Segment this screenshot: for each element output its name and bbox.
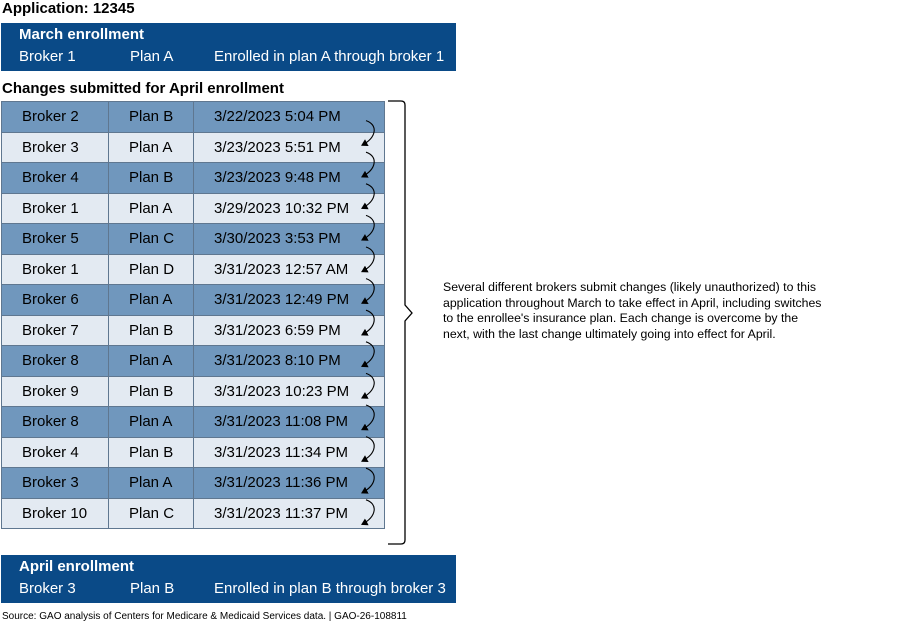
row-broker: Broker 10: [2, 498, 109, 529]
table-row: [2, 498, 385, 529]
table-row: [2, 346, 385, 377]
row-broker: Broker 8: [2, 407, 109, 438]
row-datetime: 3/31/2023 11:36 PM: [194, 468, 385, 499]
table-row: [2, 132, 385, 163]
march-enrollment-box: [1, 23, 456, 71]
row-broker: Broker 6: [2, 285, 109, 316]
application-title: Application: 12345: [2, 0, 135, 17]
april-broker: Broker 3: [19, 580, 76, 597]
table-row: [2, 376, 385, 407]
row-plan: Plan A: [109, 285, 194, 316]
row-plan: Plan B: [109, 315, 194, 346]
row-datetime: 3/29/2023 10:32 PM: [194, 193, 385, 224]
april-description: Enrolled in plan B through broker 3: [214, 580, 446, 597]
row-plan: Plan D: [109, 254, 194, 285]
row-plan: Plan B: [109, 376, 194, 407]
table-row: [2, 468, 385, 499]
table-row: [2, 102, 385, 133]
row-plan: Plan A: [109, 468, 194, 499]
row-broker: Broker 2: [2, 102, 109, 133]
row-datetime: 3/31/2023 6:59 PM: [194, 315, 385, 346]
row-plan: Plan A: [109, 132, 194, 163]
row-plan: Plan C: [109, 224, 194, 255]
row-broker: Broker 1: [2, 254, 109, 285]
april-enrollment-box: [1, 555, 456, 603]
source-note: Source: GAO analysis of Centers for Medicare & Medicaid Services data. | GAO-26-108811: [2, 611, 407, 622]
row-broker: Broker 7: [2, 315, 109, 346]
row-plan: Plan C: [109, 498, 194, 529]
april-enrollment-header: April enrollment: [19, 558, 135, 575]
row-broker: Broker 4: [2, 437, 109, 468]
table-row: [2, 285, 385, 316]
table-row: [2, 407, 385, 438]
row-datetime: 3/31/2023 11:08 PM: [194, 407, 385, 438]
row-plan: Plan A: [109, 407, 194, 438]
row-datetime: 3/23/2023 9:48 PM: [194, 163, 385, 194]
row-datetime: 3/30/2023 3:53 PM: [194, 224, 385, 255]
row-broker: Broker 8: [2, 346, 109, 377]
row-plan: Plan B: [109, 102, 194, 133]
row-plan: Plan B: [109, 163, 194, 194]
row-plan: Plan A: [109, 346, 194, 377]
april-plan: Plan B: [130, 580, 175, 597]
row-datetime: 3/31/2023 12:57 AM: [194, 254, 385, 285]
annotation-note: Several different brokers submit changes (likely unauthorized) to this application throughout March to take effect in April, including switches to the enrollee's insurance plan. Each change is overcome by the next, with the last change ultimately going into effect for April.: [443, 280, 822, 341]
row-plan: Plan B: [109, 437, 194, 468]
row-broker: Broker 3: [2, 468, 109, 499]
table-row: [2, 193, 385, 224]
row-datetime: 3/31/2023 11:37 PM: [194, 498, 385, 529]
row-datetime: 3/31/2023 8:10 PM: [194, 346, 385, 377]
row-broker: Broker 4: [2, 163, 109, 194]
march-description: Enrolled in plan A through broker 1: [214, 48, 445, 65]
row-datetime: 3/31/2023 11:34 PM: [194, 437, 385, 468]
row-plan: Plan A: [109, 193, 194, 224]
row-broker: Broker 5: [2, 224, 109, 255]
table-row: [2, 437, 385, 468]
march-enrollment-header: March enrollment: [19, 26, 145, 43]
march-broker: Broker 1: [19, 48, 76, 65]
row-datetime: 3/22/2023 5:04 PM: [194, 102, 385, 133]
right-brace: [388, 101, 412, 544]
row-datetime: 3/23/2023 5:51 PM: [194, 132, 385, 163]
march-plan: Plan A: [130, 48, 174, 65]
table-row: [2, 254, 385, 285]
changes-title: Changes submitted for April enrollment: [2, 80, 284, 97]
table-row: [2, 224, 385, 255]
row-datetime: 3/31/2023 12:49 PM: [194, 285, 385, 316]
row-datetime: 3/31/2023 10:23 PM: [194, 376, 385, 407]
row-broker: Broker 9: [2, 376, 109, 407]
row-broker: Broker 3: [2, 132, 109, 163]
changes-table: [1, 101, 385, 529]
table-row: [2, 315, 385, 346]
table-row: [2, 163, 385, 194]
row-broker: Broker 1: [2, 193, 109, 224]
